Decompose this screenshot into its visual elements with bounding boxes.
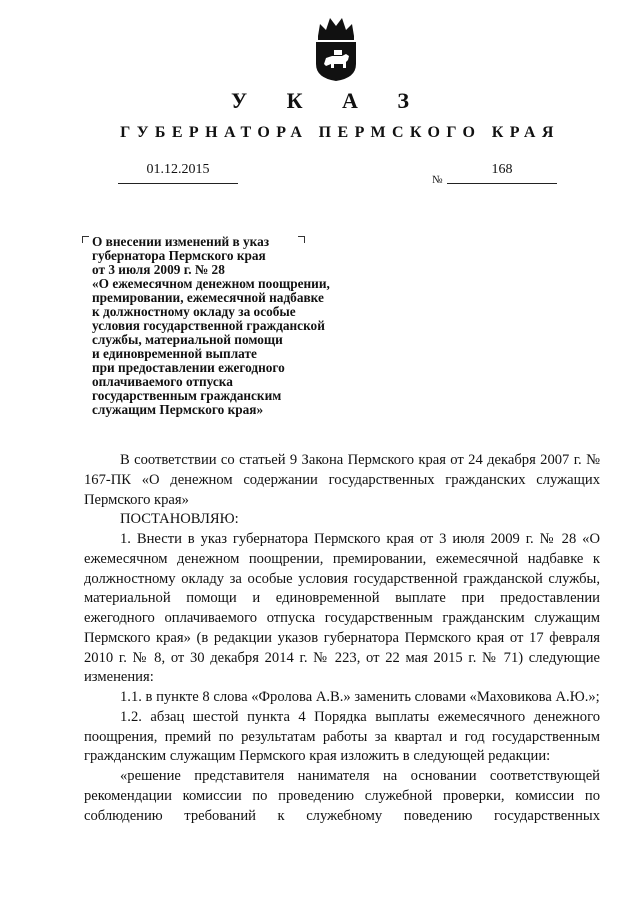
clause-1-paragraph: 1. Внести в указ губернатора Пермского края от 3 июля 2009 г. № 28 «О ежемесячном денежном поощрении, премировании, ежемесячной надбавке к должностному окладу за особые условия государственной гражданской службы, материальной помощи и единовременной выплате при предоставлении ежегодного оплачиваемого отпуска государственным гражданским служащим Пермского края» (в редакции указов губернатора Пермского края от 17 февраля 2010 г. № 8, от 30 декабря 2014 г. № 223, от 22 мая 2015 г. № 71) следующие изменения: — [84, 531, 600, 686]
document-title: У К А З — [230, 88, 427, 113]
decree-keyword: ПОСТАНОВЛЯЮ: — [120, 511, 239, 528]
date-field — [118, 162, 238, 184]
subject-line: к должностному окладу за особые — [92, 304, 296, 319]
number-sign: № — [432, 174, 443, 186]
date-value: 01.12.2015 — [146, 162, 210, 177]
perm-krai-coat-of-arms-icon — [312, 12, 360, 82]
subject-line: и единовременной выплате — [92, 346, 257, 361]
subject-line: от 3 июля 2009 г. № 28 — [92, 262, 225, 277]
clause-1-2-paragraph: 1.2. абзац шестой пункта 4 Порядка выплаты ежемесячного денежного поощрения, премий по результатам работы за квартал и год государственным гражданским служащим Пермского края изложить в следующей редакции: — [84, 708, 600, 765]
subject-line: губернатора Пермского края — [92, 248, 266, 263]
document-subtitle: ГУБЕРНАТОРА ПЕРМСКОГО КРАЯ — [120, 124, 560, 141]
clause-1-1-paragraph: 1.1. в пункте 8 слова «Фролова А.В.» заменить словами «Маховикова А.Ю.»; — [120, 689, 600, 705]
subject-line: при предоставлении ежегодного — [92, 360, 285, 375]
date-underline — [118, 183, 238, 184]
subject-corner-left — [82, 236, 89, 243]
subject-line: условия государственной гражданской — [92, 318, 325, 333]
subject-line: оплачиваемого отпуска — [92, 374, 233, 389]
document-body — [84, 451, 600, 826]
subject-line: «О ежемесячном денежном поощрении, — [92, 276, 330, 291]
preamble-paragraph: В соответствии со статьей 9 Закона Пермского края от 24 декабря 2007 г. № 167-ПК «О денежном содержании государственных гражданских служащих Пермского края» — [84, 452, 600, 508]
number-value: 168 — [491, 162, 513, 177]
subject-heading — [92, 235, 372, 417]
subject-line: службы, материальной помощи — [92, 332, 283, 347]
quoted-text-paragraph: «решение представителя нанимателя на основании соответствующей рекомендации комиссии по проведению служебной проверки, комиссии по соблюдению требований к служебному поведению государственных — [84, 768, 600, 824]
subject-line: премировании, ежемесячной надбавке — [92, 290, 324, 305]
subject-line: служащим Пермского края» — [92, 402, 264, 417]
subject-line: государственным гражданским — [92, 388, 282, 403]
number-underline — [447, 183, 557, 184]
subject-line: О внесении изменений в указ — [92, 234, 270, 249]
